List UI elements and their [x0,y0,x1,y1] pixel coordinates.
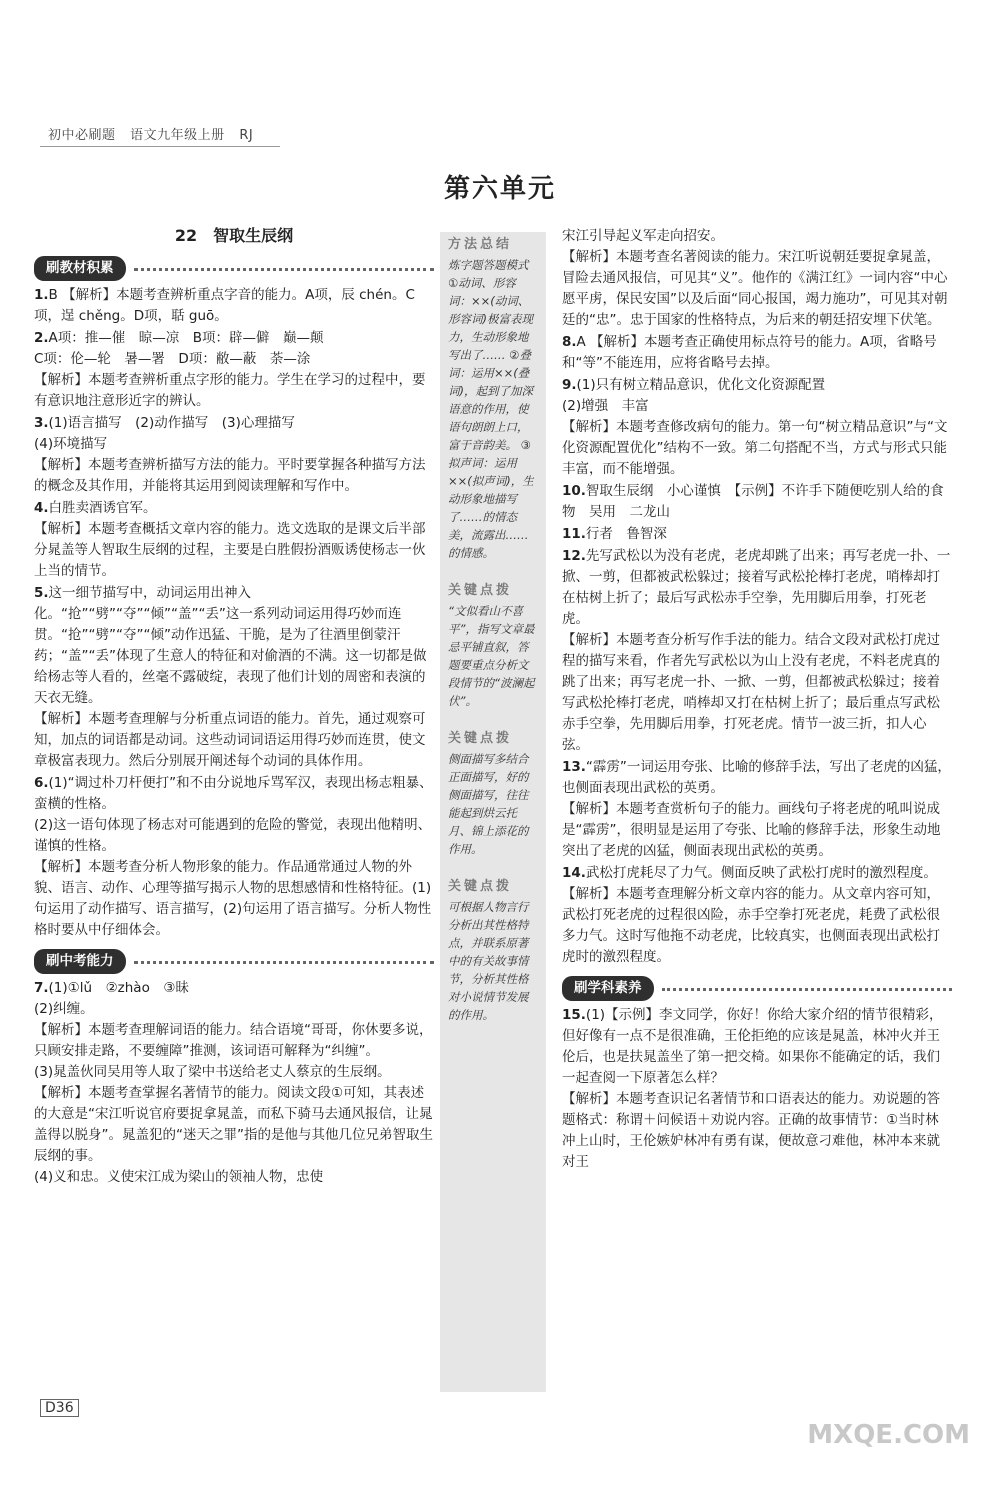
answer-line: (1)①lǔ ②zhào ③昧 [48,980,189,996]
answer-line: 【解析】本题考查分析写作手法的能力。结合文段对武松打虎过程的描写来看，作者先写武松以为山上没有老虎，不料老虎真的跳了出来；再写老虎一扑、一掀、一剪，但都被武松躲过；接着写武松抡棒打老虎，哨棒却又打在枯树上折了；最后重点写武松赤手空拳，先用脚后用拳，打死老虎。情节一波三折，扣人心弦。 [562,632,940,753]
answer-line: 【解析】本题考查识记名著情节和口语表达的能力。劝说题的答题格式：称谓＋问候语＋劝说内容。正确的故事情节：①当时林冲上山时，王伦嫉妒林冲有勇有谋，便故意刁难他，林冲本来就对王 [562,1091,940,1170]
answer-item [34,413,434,497]
tip-text: 炼字题答题模式 ①动词、形容词：××(动词、形容词)极富表现力，生动形象地写出了…… ②叠词：运用××(叠词)，起到了加深语意的作用，使语句朗朗上口，富于音韵美。 ③拟声词：运用××(拟声词)，生动形象地描写了……的情态美，流露出……的情感。 [448,258,534,560]
tip-text: “文似看山不喜平”，指写文章最忌平铺直叙，答题要重点分析文段情节的“波澜起伏”。 [448,604,535,708]
answer-line: A 【解析】本题考查正确使用标点符号的能力。A项，省略号和“等”不能连用，应将省略号去掉。 [562,334,937,371]
answer-item [562,546,952,756]
tip-title: 方法总结 [448,237,513,252]
answer-item [562,1005,952,1173]
tip-box [440,726,546,862]
answer-line: 智取生辰纲 小心谨慎 【示例】不许手下随便吃别人给的食物 吴用 二龙山 [562,483,944,520]
banner-dots [134,268,435,271]
section-banner [34,256,434,281]
section-banner [562,976,952,1001]
answer-line: 【解析】本题考查掌握名著情节的能力。阅读文段①可知，其表述的大意是“宋江听说官府要捉拿晁盖，而私下骑马去通风报信，让晁盖得以脱身”。晁盖犯的“迷天之罪”指的是他与其他几位兄弟智取生辰纲的事。 [34,1085,433,1164]
tip-text: 可根据人物言行分析出其性格特点，并联系原著中的有关故事情节，分析其性格对小说情节发展的作用。 [448,900,529,1022]
answer-item [562,481,952,523]
answer-item [34,583,434,772]
question-number: 3. [34,415,49,431]
question-number: 13. [562,759,586,775]
section-banner [34,949,434,974]
answer-line: (4)义和忠。义使宋江成为梁山的领袖人物，忠使 [34,1169,324,1185]
answer-line: 【解析】本题考查修改病句的能力。第一句“树立精品意识”与“文化资源配置优化”结构不一致。第二句搭配不当，方式与形式只能丰富，而不能增强。 [562,419,948,477]
question-number: 10. [562,483,586,499]
answer-item [562,226,952,331]
answer-item [34,978,434,1188]
header-rule [40,146,280,147]
answer-line: (1)“调过朴刀杆便打”和不由分说地斥骂军汉，表现出杨志粗暴、蛮横的性格。 [34,775,433,812]
answer-line: 【解析】本题考查分析人物形象的能力。作品通常通过人物的外貌、语言、动作、心理等描写揭示人物的思想感情和性格特征。(1)句运用了动作描写、语言描写，(2)句运用了语言描写。分析人物性格时要从中仔细体会。 [34,859,432,938]
answer-line: 行者 鲁智深 [585,526,667,542]
question-number: 8. [562,334,577,350]
answer-item [562,332,952,374]
answer-item [34,328,434,412]
subject-name: 语文九年级上册 [130,128,225,143]
question-number: 15. [562,1007,586,1023]
answer-line: (2)这一语句体现了杨志对可能遇到的危险的警觉，表现出他精明、谨慎的性格。 [34,817,432,854]
answer-line: B 【解析】本题考查辨析重点字音的能力。A项，辰 chén。C项，逞 chěng。D项，聒 guō。 [34,287,415,324]
answer-list [562,226,952,968]
answer-line: 宋江引导起义军走向招安。 [562,228,724,244]
answer-item [562,863,952,968]
tip-box [440,232,546,566]
answer-line: C项：伦—轮 暑—署 D项：敝—蔽 荼—涂 [34,351,311,367]
banner-label: 刷学科素养 [562,976,654,1001]
answer-line: (3)晁盖伙同吴用等人取了梁中书送给老丈人蔡京的生辰纲。 [34,1064,391,1080]
answer-line: 武松打虎耗尽了力气。侧面反映了武松打虎时的激烈程度。 [585,865,937,881]
banner-dots [134,961,435,964]
question-number: 4. [34,500,49,516]
answer-line: (4)环境描写 [34,436,108,452]
question-number: 1. [34,287,49,303]
answer-item [34,773,434,941]
answer-line: (1)只有树立精品意识，优化文化资源配置 [576,377,826,393]
answer-item [34,285,434,327]
answer-line: (2)纠缠。 [34,1001,94,1017]
answer-line: “霹雳”一词运用夸张、比喻的修辞手法，写出了老虎的凶猛，也侧面表现出武松的英勇。 [562,759,951,796]
answer-line: 【解析】本题考查赏析句子的能力。画线句子将老虎的吼叫说成是“霹雳”，很明显是运用了夸张、比喻的修辞手法，形象生动地突出了老虎的凶猛，侧面表现出武松的英勇。 [562,801,941,859]
running-header [48,124,253,143]
banner-dots [662,988,953,991]
lesson-title: 22 智取生辰纲 [174,226,294,245]
tip-title: 关键点拨 [448,583,513,598]
left-column [34,225,434,1189]
answer-line: 【解析】本题考查理解分析文章内容的能力。从文章内容可知，武松打死老虎的过程很凶险，赤手空拳打死老虎，耗费了武松很多力气。这时写他拖不动老虎，比较真实，也侧面表现出武松打虎时的激烈程度。 [562,886,940,965]
answer-item [562,524,952,545]
answer-line: 白胜卖酒诱官军。 [48,500,157,516]
banner-label: 刷教材积累 [34,256,126,281]
tip-box [440,874,546,1028]
answer-line: (2)增强 丰富 [562,398,649,414]
tip-title: 关键点拨 [448,731,513,746]
right-column [562,225,952,1174]
unit-title: 第六单元 [443,174,556,204]
question-number: 12. [562,548,586,564]
answer-line: 【解析】本题考查辨析重点字形的能力。学生在学习的过程中，要有意识地注意形近字的辨认。 [34,372,426,409]
question-number: 9. [562,377,577,393]
tip-title: 关键点拨 [448,879,513,894]
answer-list [34,978,434,1188]
answer-line: 【解析】本题考查理解词语的能力。结合语境“哥哥，你休要多说，只顾安排走路，不要缠障”推测，该词语可解释为“纠缠”。 [34,1022,433,1059]
question-number: 11. [562,526,586,542]
answer-line: 这一细节描写中，动词运用出神入化。“抢”“劈”“夺”“倾”“盖”“丢”这一系列动词运用得巧妙而连贯。“抢”“劈”“夺”“倾”动作迅猛、干脆，是为了往酒里倒蒙汗药；“盖”“丢”体现了生意人的特征和对偷酒的不满。这一切都是做给杨志等人看的，丝毫不露破绽，表现了他们计划的周密和表演的天衣无缝。 [34,585,427,706]
answer-item [34,498,434,582]
answer-item [562,757,952,862]
question-number: 2. [34,330,49,346]
edition: RJ [239,128,254,143]
page-number: D36 [40,1399,79,1417]
banner-label: 刷中考能力 [34,949,126,974]
question-number: 6. [34,775,49,791]
answer-line: A项：推—催 晾—凉 B项：辟—僻 巅—颠 [48,330,324,346]
watermark: MXQE.COM [807,1420,970,1450]
answer-line: 【解析】本题考查理解与分析重点词语的能力。首先，通过观察可知，加点的词语都是动词。这些动词词语运用得巧妙而连贯，使文章极富表现力。然后分别展开阐述每个动词的具体作用。 [34,711,426,769]
answer-line: 先写武松以为没有老虎，老虎却跳了出来；再写老虎一扑、一掀、一剪，但都被武松躲过；接着写武松抡棒打老虎，哨棒却打在枯树上折了；最后写武松赤手空拳，先用脚后用拳，打死老虎。 [562,548,951,627]
answer-line: 【解析】本题考查名著阅读的能力。宋江听说朝廷要捉拿晁盖，冒险去通风报信，可见其“义”。他作的《满江红》一词内容“中心愿平虏，保民安国”以及后面“同心报国，竭力施功”，可见其对朝廷的“忠”。忠于国家的性格特点，为后来的朝廷招安埋下伏笔。 [562,249,948,328]
answer-list [34,285,434,941]
book-name: 初中必刷题 [48,128,116,143]
sidebar-tips [440,232,546,1392]
answer-line: 【解析】本题考查辨析描写方法的能力。平时要掌握各种描写方法的概念及其作用，并能将其运用到阅读理解和写作中。 [34,457,426,494]
answer-line: 【解析】本题考查概括文章内容的能力。选文选取的是课文后半部分晁盖等人智取生辰纲的过程，主要是白胜假扮酒贩诱使杨志一伙上当的情节。 [34,521,426,579]
question-number: 5. [34,585,49,601]
answer-list [562,1005,952,1173]
answer-item [562,375,952,480]
question-number: 14. [562,865,586,881]
question-number: 7. [34,980,49,996]
answer-line: (1)【示例】李文同学，你好！你给大家介绍的情节很精彩，但好像有一点不是很准确，王伦拒绝的应该是晁盖，林冲火并王伦后，也是扶晁盖坐了第一把交椅。如果你不能确定的话，我们一起查阅一下原著怎么样？ [562,1007,943,1086]
tip-text: 侧面描写多结合正面描写，好的侧面描写，往往能起到烘云托月、锦上添花的作用。 [448,752,529,856]
tip-box [440,578,546,714]
answer-line: (1)语言描写 (2)动作描写 (3)心理描写 [48,415,295,431]
